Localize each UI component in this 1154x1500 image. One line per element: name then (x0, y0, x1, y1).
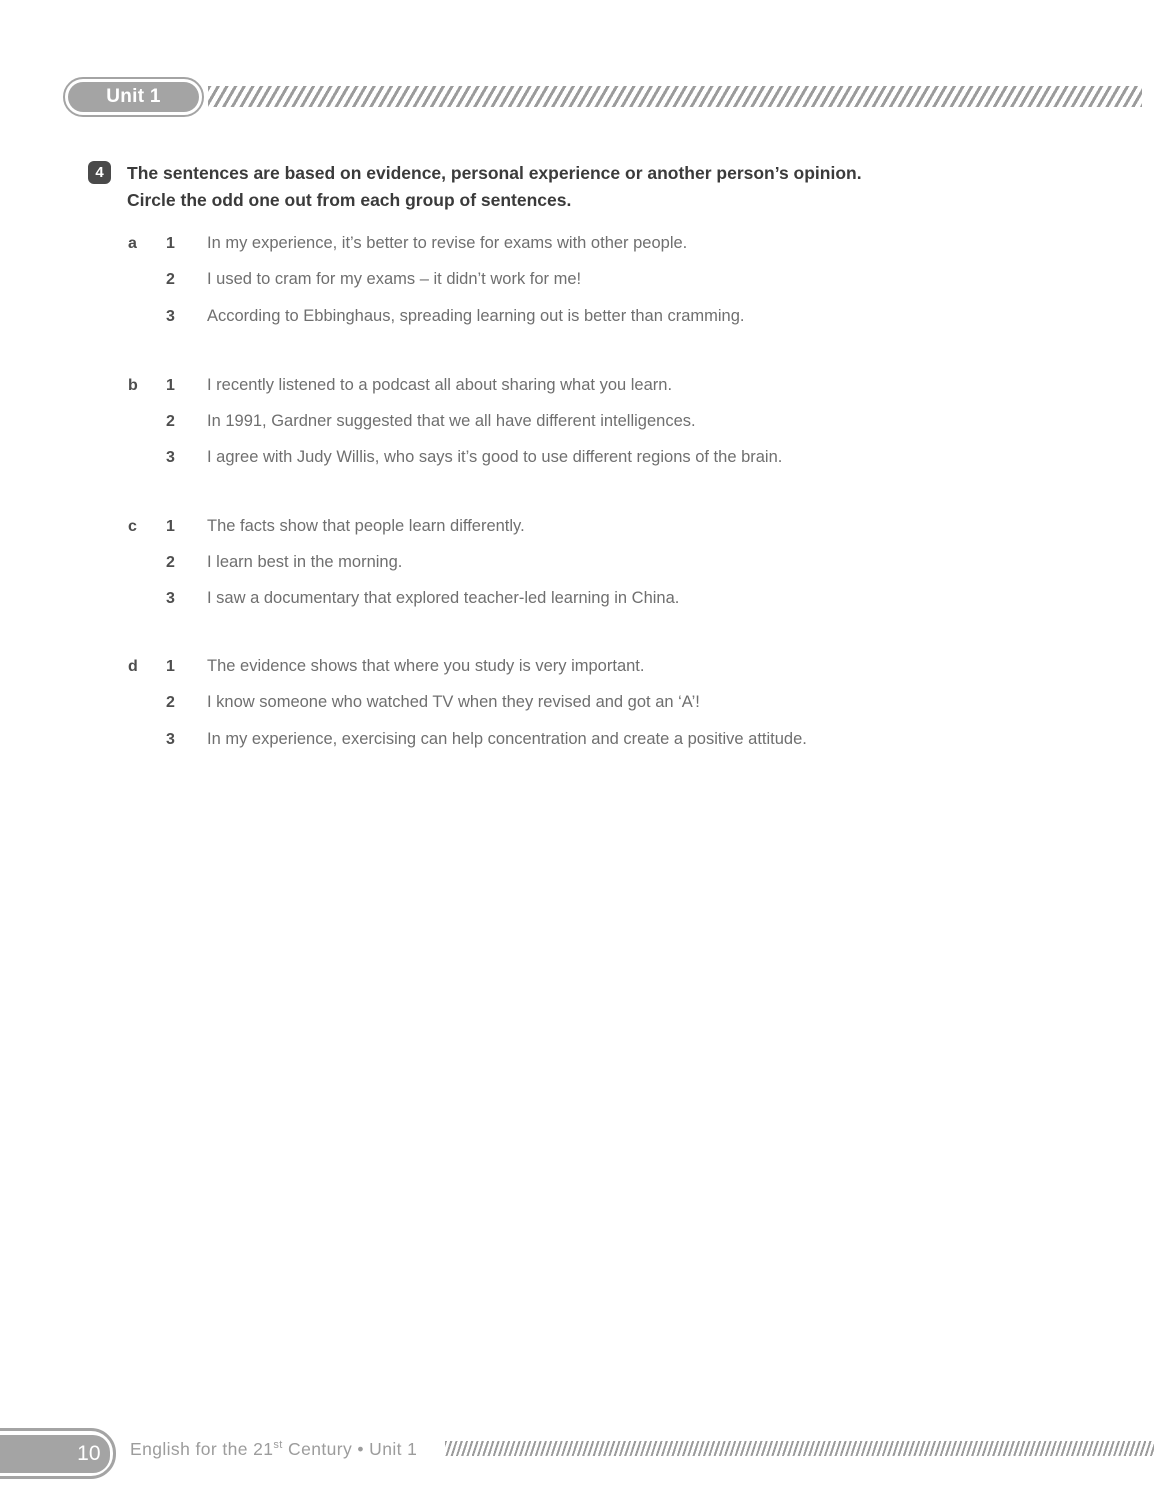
group-letter: d (128, 658, 138, 675)
exercise-instruction-line2: Circle the odd one out from each group of sentences. (127, 190, 572, 210)
sentence-text: According to Ebbinghaus, spreading learning out is better than cramming. (207, 307, 745, 325)
sentence-row (128, 553, 1088, 572)
sentence-row (128, 376, 1088, 395)
item-number: 2 (166, 413, 175, 430)
sentence-text: The facts show that people learn differently. (207, 517, 525, 535)
sentence-row (128, 412, 1088, 431)
sentence-row (128, 270, 1088, 289)
sentence-text: I learn best in the morning. (207, 553, 403, 571)
sentence-row (128, 589, 1088, 608)
sentence-text: I saw a documentary that explored teacher-led learning in China. (207, 589, 680, 607)
header-stripes-decoration (208, 86, 1142, 107)
group-letter: b (128, 377, 138, 394)
sentence-row (128, 657, 1088, 676)
page-number: 10 (0, 1435, 110, 1473)
exercise-instruction-line1: The sentences are based on evidence, personal experience or another person’s opinion. (127, 163, 862, 183)
item-number: 2 (166, 271, 175, 288)
unit-badge (63, 77, 204, 117)
sentence-row (128, 730, 1088, 749)
item-number: 2 (166, 694, 175, 711)
page-number-badge (0, 1428, 116, 1479)
item-number: 3 (166, 731, 175, 748)
footer-title (130, 1439, 417, 1460)
sentence-text: In my experience, exercising can help concentration and create a positive attitude. (207, 730, 807, 748)
sentence-text: In 1991, Gardner suggested that we all have different intelligences. (207, 412, 696, 430)
footer-title-part1: English for the 21 (130, 1439, 274, 1459)
item-number: 1 (166, 518, 175, 535)
sentence-row (128, 307, 1088, 326)
exercise-number-badge: 4 (88, 161, 111, 184)
footer-title-superscript: st (273, 1439, 283, 1452)
group-letter: a (128, 235, 137, 252)
sentence-text: The evidence shows that where you study is very important. (207, 657, 645, 675)
item-number: 3 (166, 308, 175, 325)
sentence-text: I used to cram for my exams – it didn’t work for me! (207, 270, 582, 288)
footer-stripes-decoration (445, 1441, 1154, 1456)
sentence-text: I agree with Judy Willis, who says it’s good to use different regions of the brain. (207, 448, 783, 466)
sentence-row (128, 517, 1088, 536)
sentence-row (128, 448, 1088, 467)
item-number: 1 (166, 658, 175, 675)
unit-label: Unit 1 (68, 82, 199, 112)
group-letter: c (128, 518, 137, 535)
exercise-instruction (127, 160, 987, 214)
item-number: 1 (166, 235, 175, 252)
item-number: 2 (166, 554, 175, 571)
sentence-text: In my experience, it’s better to revise for exams with other people. (207, 234, 688, 252)
item-number: 1 (166, 377, 175, 394)
sentence-text: I recently listened to a podcast all about sharing what you learn. (207, 376, 673, 394)
item-number: 3 (166, 449, 175, 466)
sentence-text: I know someone who watched TV when they revised and got an ‘A’! (207, 693, 700, 711)
sentence-row (128, 693, 1088, 712)
sentence-row (128, 234, 1088, 253)
footer-title-part2: Century • Unit 1 (282, 1439, 418, 1459)
item-number: 3 (166, 590, 175, 607)
